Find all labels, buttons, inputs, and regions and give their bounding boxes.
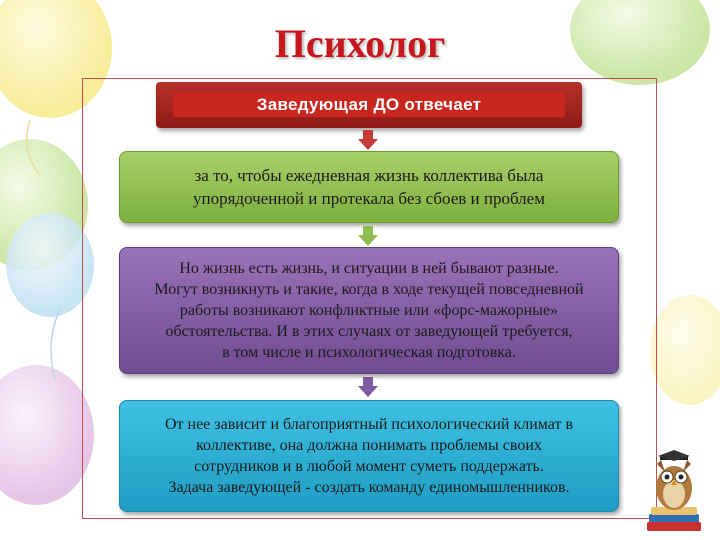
owl-with-books-icon bbox=[643, 450, 705, 534]
info-block-green-text: за то, чтобы ежедневная жизнь коллектива была упорядоченной и протекала без сбоев и проблем bbox=[193, 166, 545, 208]
info-block-blue bbox=[119, 400, 619, 512]
page-title: Психолог bbox=[274, 21, 446, 66]
info-block-purple-text: Но жизнь есть жизнь, и ситуации в ней бывают разные. Могут возникнуть и такие, когда в ходе текущей повседневной работы возникают конфликтные или «форс-мажорные» обстоятельства. И в этих случаях от заведующей требуется, в том числе и психологическая подготовка. bbox=[154, 260, 584, 361]
arrow-down-icon bbox=[357, 129, 379, 151]
info-block-green bbox=[119, 151, 619, 223]
arrow-down-icon bbox=[357, 376, 379, 398]
header-box bbox=[156, 82, 582, 128]
info-block-purple bbox=[119, 247, 619, 374]
header-label: Заведующая ДО отвечает bbox=[173, 93, 565, 117]
arrow-down-icon bbox=[357, 225, 379, 247]
info-block-blue-text: От нее зависит и благоприятный психологический климат в коллективе, она должна понимать проблемы своих сотрудников и в любой момент суметь поддержать. Задача заведующей - создать команду единомышленников. bbox=[164, 416, 574, 496]
